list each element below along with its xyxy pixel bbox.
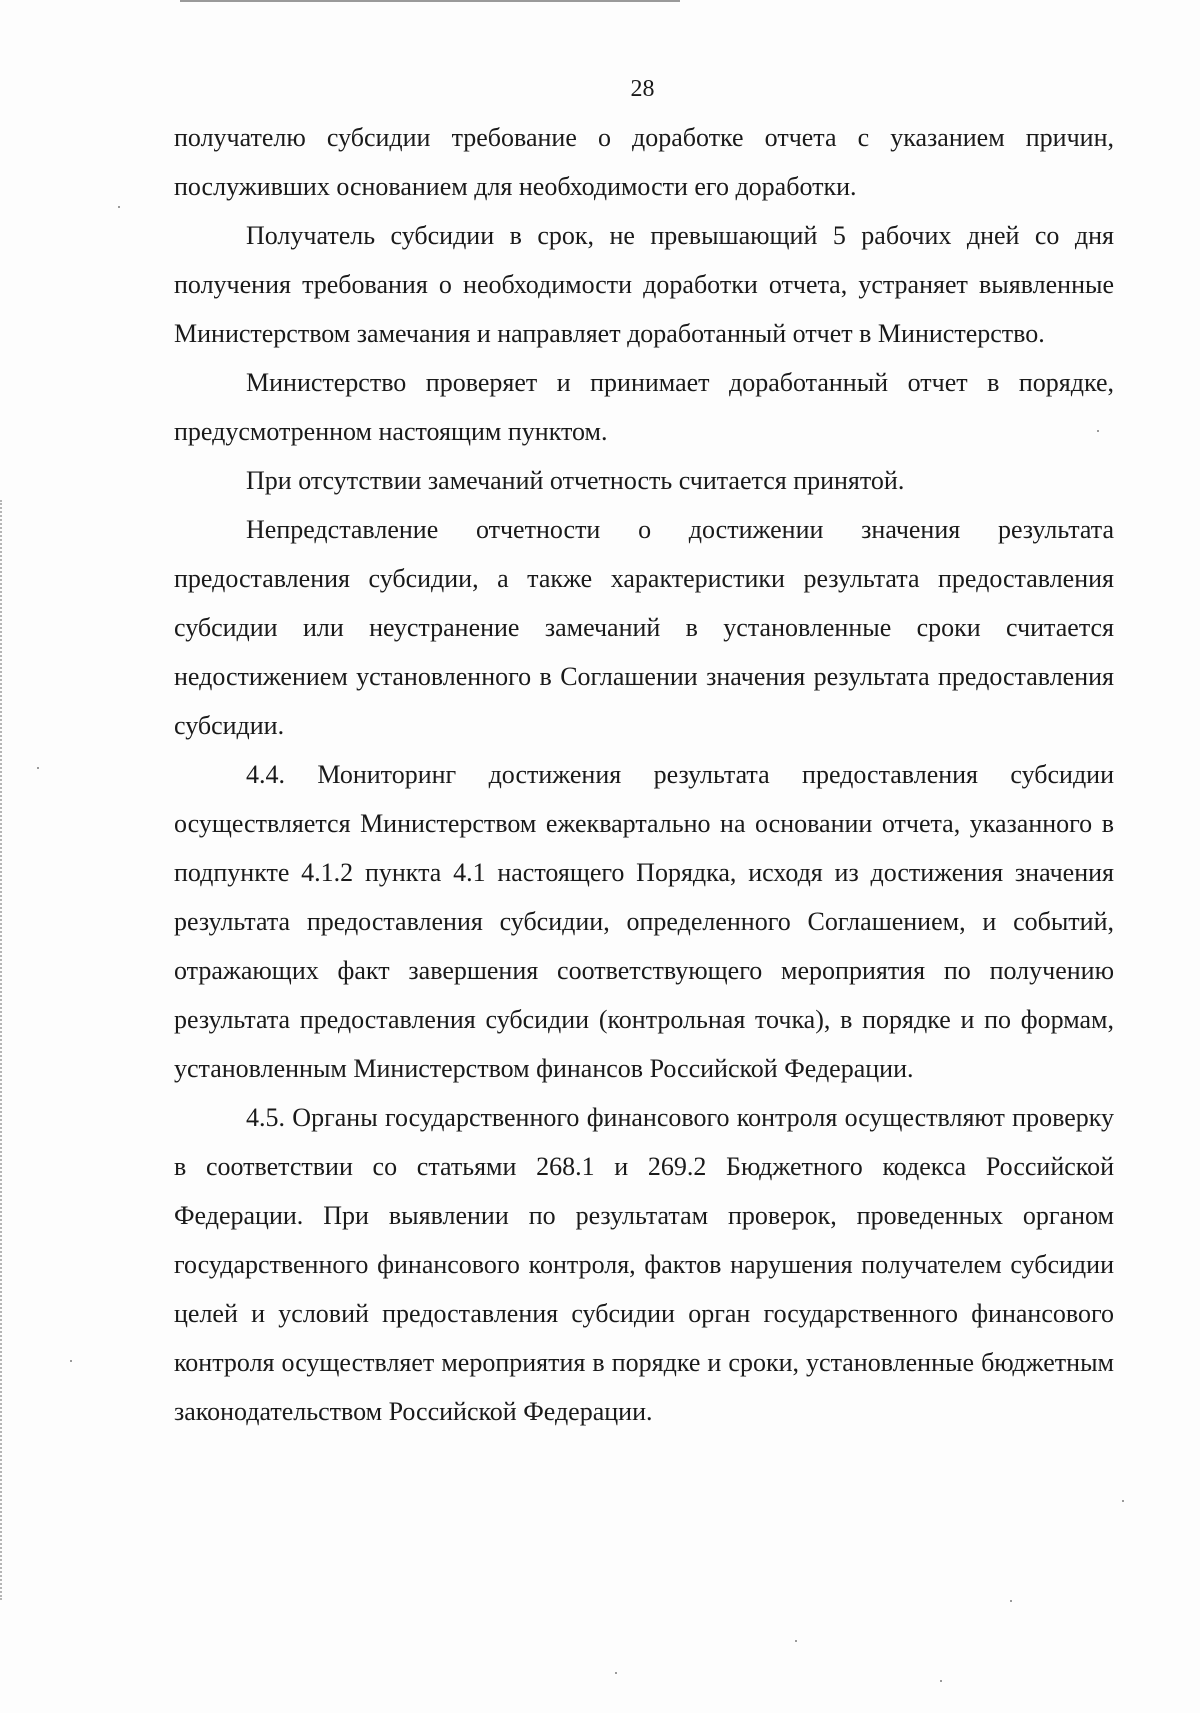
- scan-speck: [70, 1360, 72, 1362]
- scan-left-edge: [0, 500, 4, 1600]
- paragraph-non-submission: Непредставление отчетности о достижении значения результата предоставления субсидии, а также характеристики результата предоставления субсидии или неустранение замечаний в установленные сроки считается недостижением установленного в Соглашении значения результата предоставления субсидии.: [174, 515, 1114, 740]
- paragraph-continuation: получателю субсидии требование о доработке отчета с указанием причин, послуживших основанием для необходимости его доработки.: [174, 123, 1114, 201]
- scan-speck: [1097, 430, 1099, 432]
- scan-speck: [1010, 1600, 1012, 1602]
- paragraph-ministry-check: Министерство проверяет и принимает доработанный отчет в порядке, предусмотренном настоящим пунктом.: [174, 368, 1114, 446]
- scan-speck: [615, 1672, 617, 1674]
- scan-top-edge: [180, 0, 680, 2]
- scan-speck: [795, 1640, 797, 1642]
- paragraph-4-5-control: 4.5. Органы государственного финансового контроля осуществляют проверку в соответствии со статьями 268.1 и 269.2 Бюджетного кодекса Российской Федерации. При выявлении по результатам проверок, проведенных органом государственного финансового контроля, фактов нарушения получателем субсидии целей и условий предоставления субсидии орган государственного финансового контроля осуществляет мероприятия в порядке и сроки, установленные бюджетным законодательством Российской Федерации.: [174, 1103, 1114, 1426]
- document-body: [174, 113, 1114, 1436]
- scan-speck: [118, 206, 120, 208]
- scan-speck: [940, 1680, 942, 1682]
- paragraph-revision-deadline: Получатель субсидии в срок, не превышающий 5 рабочих дней со дня получения требования о необходимости доработки отчета, устраняет выявленные Министерством замечания и направляет доработанный отчет в Министерство.: [174, 221, 1114, 348]
- page-number: 28: [630, 76, 655, 102]
- scan-speck: [1122, 1500, 1124, 1502]
- paragraph-4-4-monitoring: 4.4. Мониторинг достижения результата предоставления субсидии осуществляется Министерством ежеквартально на основании отчета, указанного в подпункте 4.1.2 пункта 4.1 настоящего Порядка, исходя из достижения значения результата предоставления субсидии, определенного Соглашением, и событий, отражающих факт завершения соответствующего мероприятия по получению результата предоставления субсидии (контрольная точка), в порядке и по формам, установленным Министерством финансов Российской Федерации.: [174, 760, 1114, 1083]
- paragraph-no-remarks: При отсутствии замечаний отчетность считается принятой.: [246, 466, 905, 495]
- scan-speck: [37, 767, 39, 769]
